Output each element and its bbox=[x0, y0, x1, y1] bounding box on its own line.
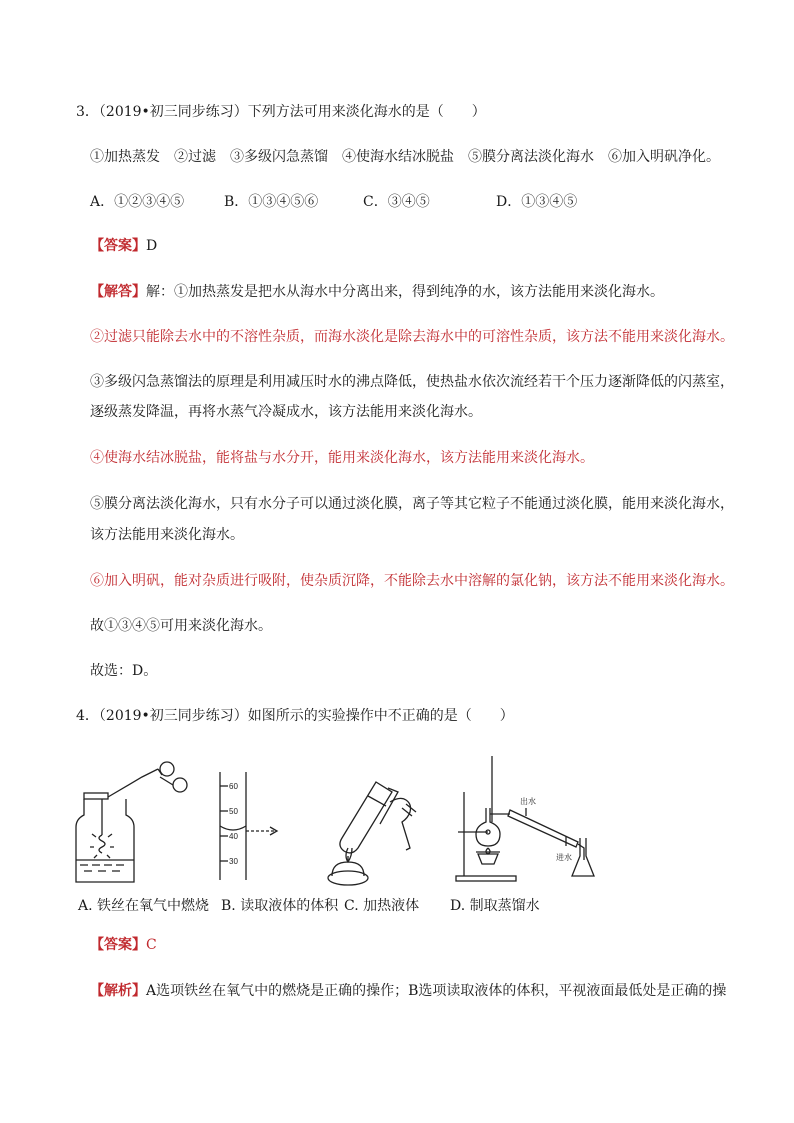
analysis-tag: 【解析】 bbox=[90, 983, 146, 999]
figure-distillation bbox=[448, 752, 618, 884]
tick-label-30: 30 bbox=[229, 857, 238, 866]
figure-heating-liquid bbox=[318, 778, 428, 888]
q4-analysis bbox=[90, 981, 726, 1001]
q4-answer bbox=[90, 935, 157, 955]
analysis-text: A选项铁丝在氧气中的燃烧是正确的操作；B选项读取液体的体积，平视液面最低处是正确的操 bbox=[146, 983, 727, 999]
caption-b: B. 读取液体的体积 bbox=[221, 898, 339, 914]
q3-analysis-line-7: 该方法能用来淡化海水。 bbox=[90, 527, 244, 543]
tick-label-60: 60 bbox=[229, 782, 238, 791]
q3-answer bbox=[90, 236, 157, 256]
q3-analysis-line-8: ⑥加入明矾，能对杂质进行吸附，使杂质沉降，不能除去水中溶解的氯化钠，该方法不能用来淡化海水。 bbox=[90, 573, 734, 589]
answer-tag: 【答案】 bbox=[90, 937, 146, 953]
analysis-text: 解：①加热蒸发是把水从海水中分离出来，得到纯净的水，该方法能用来淡化海水。 bbox=[146, 284, 664, 300]
q3-methods: ①加热蒸发 ②过滤 ③多级闪急蒸馏 ④使海水结冰脱盐 ⑤膜分离法淡化海水 ⑥加入明矾净化。 bbox=[90, 149, 720, 165]
q3-analysis-line-1 bbox=[90, 282, 664, 302]
q3-analysis-line-4: 逐级蒸发降温，再将水蒸气冷凝成水，该方法能用来淡化海水。 bbox=[90, 404, 482, 420]
answer-value: D bbox=[146, 238, 158, 254]
caption-a: A. 铁丝在氧气中燃烧 bbox=[78, 898, 210, 914]
q3-option-a: A．①②③④⑤ bbox=[90, 194, 185, 210]
analysis-tag: 【解答】 bbox=[90, 284, 146, 300]
q3-option-d: D．①③④⑤ bbox=[496, 194, 578, 210]
caption-d: D. 制取蒸馏水 bbox=[450, 898, 540, 914]
tick-label-50: 50 bbox=[229, 807, 238, 816]
caption-c: C. 加热液体 bbox=[344, 898, 420, 914]
q3-option-b: B．①③④⑤⑥ bbox=[224, 194, 319, 210]
q3-option-c: C．③④⑤ bbox=[363, 194, 430, 210]
answer-value: C bbox=[146, 937, 157, 953]
figure-iron-wire-burning bbox=[72, 755, 192, 890]
q3-analysis-line-2: ②过滤只能除去水中的不溶性杂质，而海水淡化是除去海水中的可溶性杂质，该方法不能用来淡化海水。 bbox=[90, 329, 734, 345]
inlet-label: 进水 bbox=[556, 853, 572, 862]
q3-analysis-line-9: 故①③④⑤可用来淡化海水。 bbox=[90, 618, 272, 634]
figure-read-volume bbox=[210, 768, 290, 883]
outlet-label: 出水 bbox=[520, 797, 536, 806]
q3-analysis-line-6: ⑤膜分离法淡化海水，只有水分子可以通过淡化膜，离子等其它粒子不能通过淡化膜，能用来淡化海水， bbox=[90, 496, 734, 512]
q3-analysis-line-10: 故选：D。 bbox=[90, 663, 158, 679]
q4-stem: 4．（2019•初三同步练习）如图所示的实验操作中不正确的是（ ） bbox=[76, 708, 514, 724]
q3-analysis-line-3: ③多级闪急蒸馏法的原理是利用减压时水的沸点降低，使热盐水依次流经若干个压力逐渐降低的闪蒸室， bbox=[90, 374, 734, 390]
answer-tag: 【答案】 bbox=[90, 238, 146, 254]
q3-analysis-line-5: ④使海水结冰脱盐，能将盐与水分开，能用来淡化海水，该方法能用来淡化海水。 bbox=[90, 450, 594, 466]
q3-stem: 3．（2019•初三同步练习）下列方法可用来淡化海水的是（ ） bbox=[76, 104, 486, 120]
tick-label-40: 40 bbox=[229, 832, 238, 841]
